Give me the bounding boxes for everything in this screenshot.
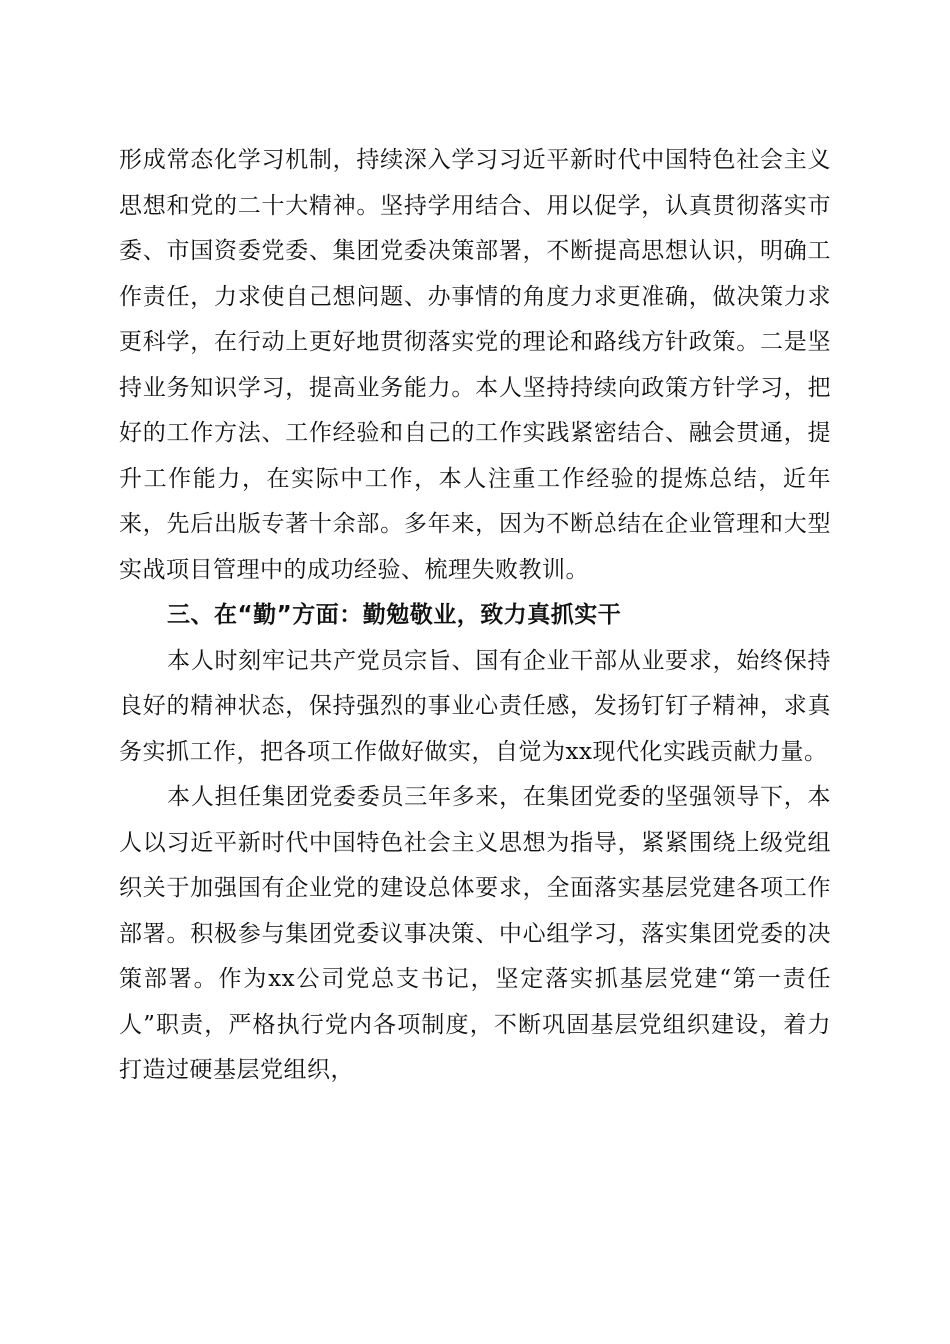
paragraph-diligence-intro: 本人时刻牢记共产党员宗旨、国有企业干部从业要求，始终保持良好的精神状态，保持强烈的事业心责任感，发扬钉钉子精神，求真务实抓工作，把各项工作做好做实，自觉为xx现代化实践贡献力量。 bbox=[119, 647, 831, 765]
section-heading-3: 三、在“勤”方面：勤勉敬业，致力真抓实干 bbox=[167, 602, 622, 628]
paragraph-party-committee: 本人担任集团党委委员三年多来，在集团党委的坚强领导下，本人以习近平新时代中国特色社会主义思想为指导，紧紧围绕上级党组织关于加强国有企业党的建设总体要求，全面落实基层党建各项工作部署。积极参与集团党委议事决策、中心组学习，落实集团党委的决策部署。作为xx公司党总支书记，坚定落实抓基层党建“第一责任人”职责，严格执行党内各项制度，不断巩固基层党组织建设，着力打造过硬基层党组织， bbox=[119, 784, 831, 1083]
document-body bbox=[119, 138, 831, 1094]
paragraph-continuation: 形成常态化学习机制，持续深入学习习近平新时代中国特色社会主义思想和党的二十大精神。坚持学用结合、用以促学，认真贯彻落实市委、市国资委党委、集团党委决策部署，不断提高思想认识，明确工作责任，力求使自己想问题、办事情的角度力求更准确，做决策力求更科学，在行动上更好地贯彻落实党的理论和路线方针政策。二是坚持业务知识学习，提高业务能力。本人坚持持续向政策方针学习，把好的工作方法、工作经验和自己的工作实践紧密结合、融会贯通，提升工作能力，在实际中工作，本人注重工作经验的提炼总结，近年来，先后出版专著十余部。多年来，因为不断总结在企业管理和大型实战项目管理中的成功经验、梳理失败教训。 bbox=[119, 147, 831, 583]
